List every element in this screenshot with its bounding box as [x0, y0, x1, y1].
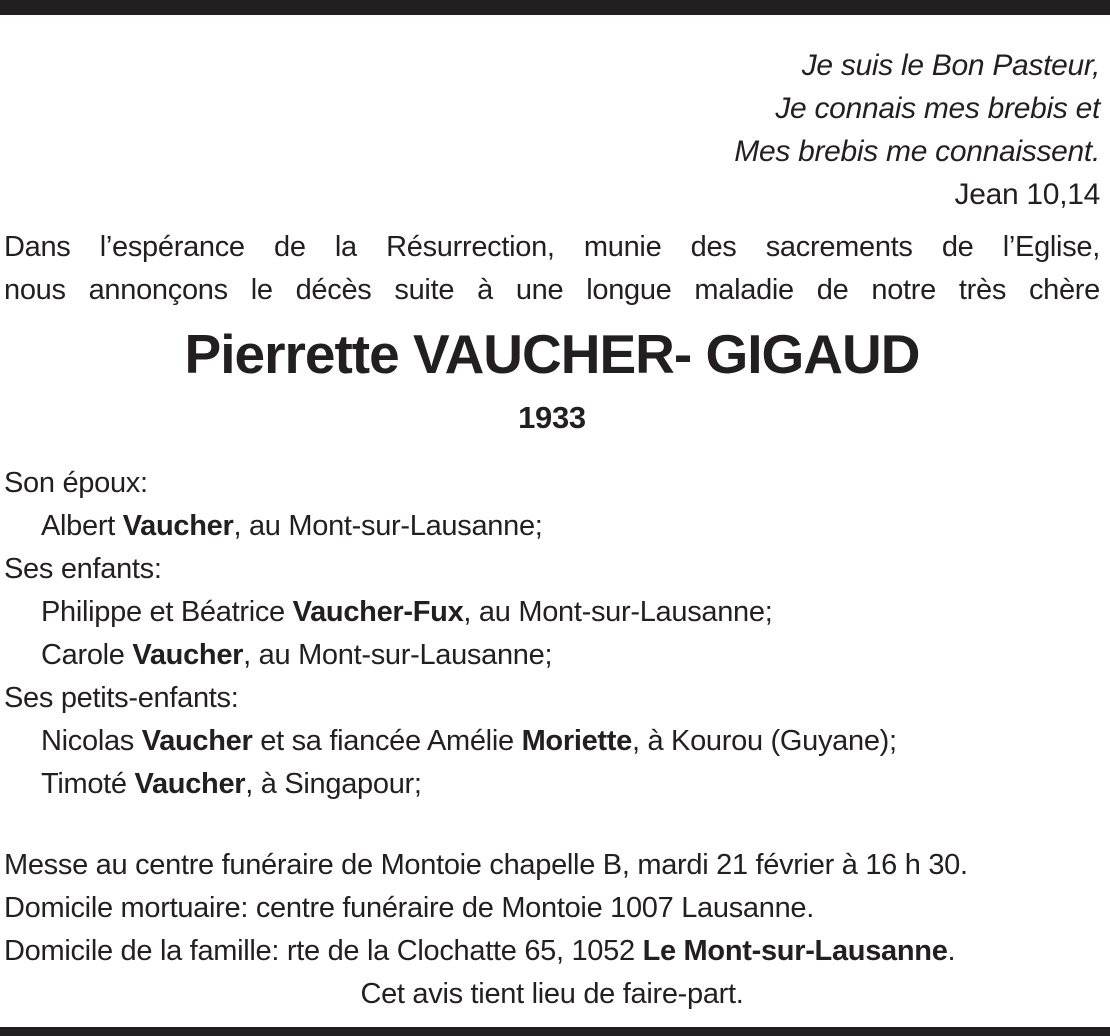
- family-name-bold: Vaucher: [132, 639, 244, 671]
- birth-year: 1933: [518, 400, 586, 435]
- family-text: Ses petits-enfants:: [4, 682, 239, 714]
- family-text: et sa fiancée Amélie: [252, 725, 522, 757]
- family-member: [4, 505, 1100, 548]
- family-member: [4, 763, 1100, 806]
- detail-text: Domicile de la famille: rte de la Clochatte 65, 1052: [4, 935, 643, 967]
- quote-line: Je suis le Bon Pasteur,: [801, 49, 1100, 82]
- detail-text: .: [947, 935, 956, 967]
- service-details: [4, 844, 1100, 1016]
- family-name-bold: Vaucher: [141, 725, 253, 757]
- family-name-bold: Moriette: [521, 725, 632, 757]
- family-text: , au Mont-sur-Lausanne;: [463, 596, 773, 628]
- intro-line: Dans l’espérance de la Résurrection, munie des sacrements de l’Eglise,: [4, 231, 1100, 263]
- intro-paragraph: [4, 226, 1100, 312]
- family-list: [4, 462, 1100, 806]
- quote-reference: Jean 10,14: [954, 178, 1100, 211]
- family-text: Albert: [41, 510, 123, 542]
- family-label: [4, 548, 1100, 591]
- quote-line: Mes brebis me connaissent.: [734, 135, 1100, 168]
- detail-text: Messe au centre funéraire de Montoie chapelle B, mardi 21 février à 16 h 30.: [4, 849, 968, 881]
- family-name-bold: Vaucher-Fux: [292, 596, 464, 628]
- family-text: , au Mont-sur-Lausanne;: [233, 510, 543, 542]
- family-label: [4, 677, 1100, 720]
- scripture-quote: [4, 44, 1100, 216]
- closing-line: Cet avis tient lieu de faire-part.: [360, 978, 744, 1010]
- quote-line: Je connais mes brebis et: [775, 92, 1100, 125]
- family-text: , à Kourou (Guyane);: [631, 725, 897, 757]
- family-text: Ses enfants:: [4, 553, 162, 585]
- detail-line-mortuary: [4, 887, 1100, 930]
- family-member: [4, 634, 1100, 677]
- family-text: Nicolas: [41, 725, 142, 757]
- intro-line: nous annonçons le décès suite à une longue maladie de notre très chère: [4, 274, 1100, 306]
- detail-line-family-address: [4, 930, 1100, 973]
- family-label: [4, 462, 1100, 505]
- family-member: [4, 591, 1100, 634]
- detail-line-mass: [4, 844, 1100, 887]
- family-member: [4, 720, 1100, 763]
- family-text: , au Mont-sur-Lausanne;: [243, 639, 553, 671]
- family-text: , à Singapour;: [245, 768, 422, 800]
- family-text: Philippe et Béatrice: [41, 596, 293, 628]
- family-text: Timoté: [41, 768, 135, 800]
- family-text: Carole: [41, 639, 133, 671]
- family-name-bold: Vaucher: [134, 768, 246, 800]
- detail-text: Domicile mortuaire: centre funéraire de Montoie 1007 Lausanne.: [4, 892, 814, 924]
- bottom-rule: [0, 1027, 1110, 1036]
- page-title: Pierrette VAUCHER- GIGAUD: [184, 323, 920, 385]
- detail-text-bold: Le Mont-sur-Lausanne: [642, 935, 948, 967]
- family-text: Son époux:: [4, 467, 148, 499]
- top-rule: [0, 0, 1110, 15]
- family-name-bold: Vaucher: [122, 510, 234, 542]
